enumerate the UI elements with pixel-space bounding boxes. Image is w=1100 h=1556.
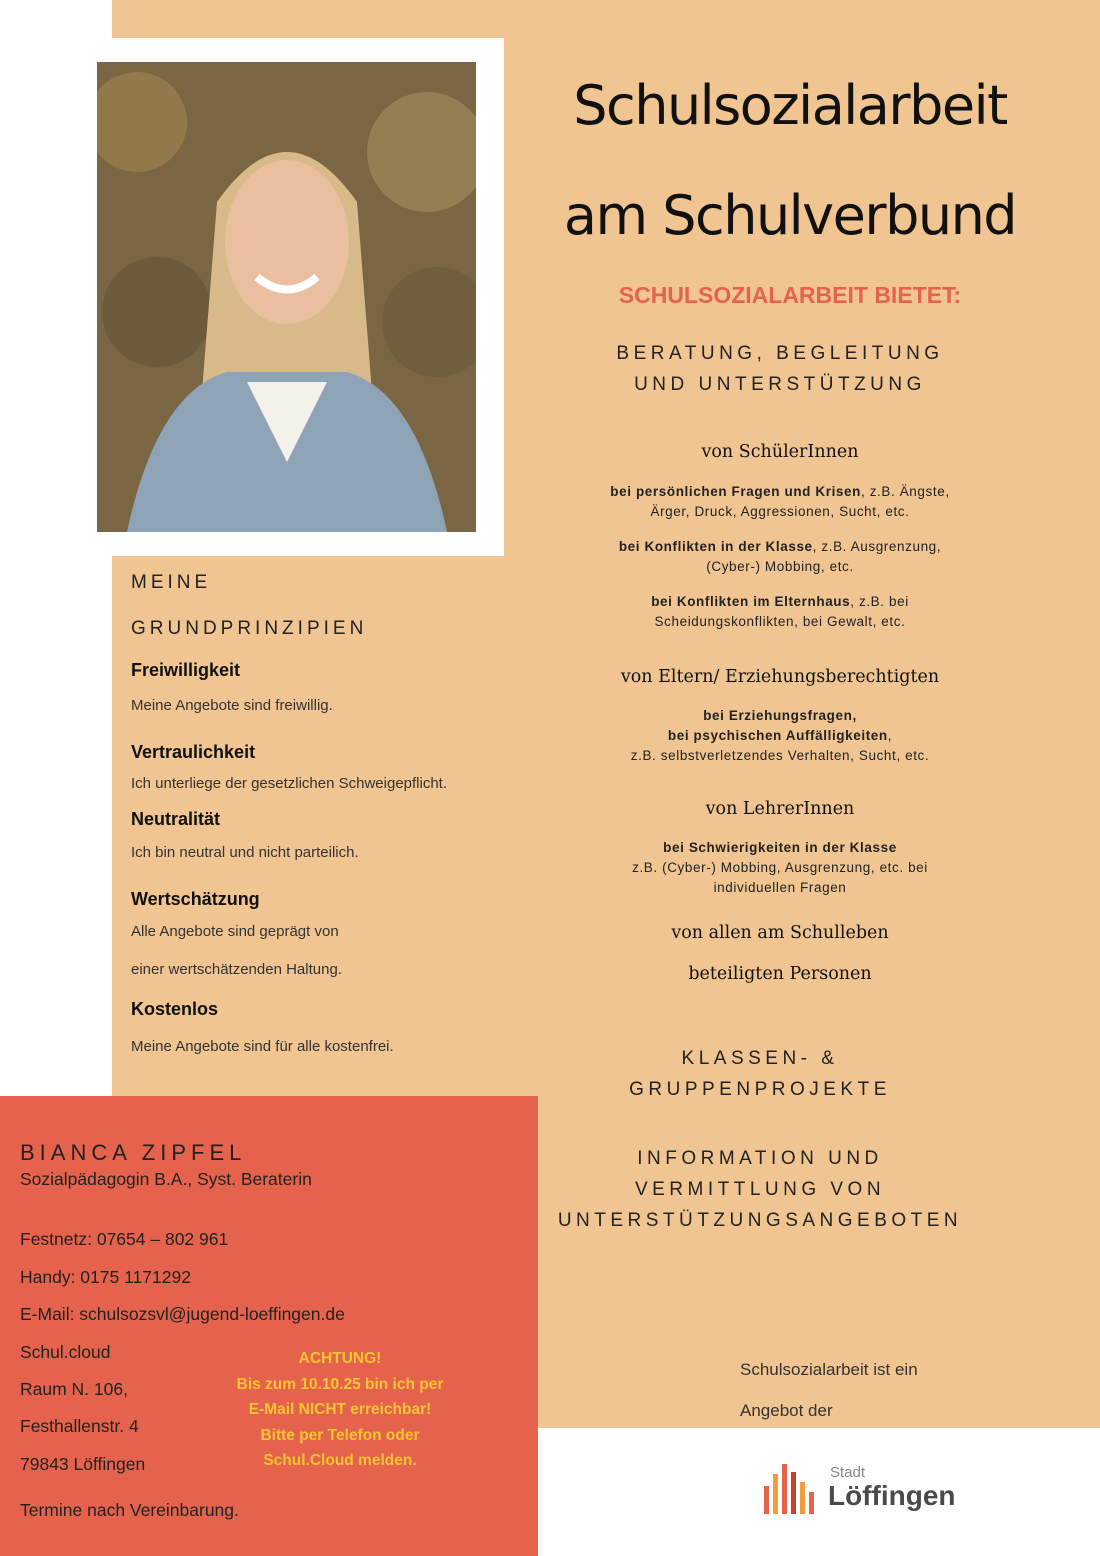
title-line-1: Schulsozialarbeit: [573, 74, 1007, 137]
notice-line: ACHTUNG!: [298, 1350, 382, 1367]
contact-appointments: Termine nach Vereinbarung.: [20, 1500, 239, 1520]
students-item-3-bold: bei Konflikten im Elternhaus: [651, 594, 851, 609]
students-item-2: [555, 537, 1005, 577]
parents-line-3: z.B. selbstverletzendes Verhalten, Sucht, etc.: [630, 748, 930, 763]
contact-cloud: Schul.cloud: [20, 1342, 111, 1362]
service-information-line: UNTERSTÜTZUNGSANGEBOTEN: [557, 1210, 963, 1231]
parents-line-2-bold: bei psychischen Auffälligkeiten: [667, 728, 888, 743]
students-item-3: [555, 592, 1005, 632]
students-item-2-line2: (Cyber-) Mobbing, etc.: [706, 559, 854, 574]
parents-line-2-rest: ,: [887, 728, 893, 743]
principle-text: Ich unterliege der gesetzlichen Schweigepflicht.: [131, 775, 448, 792]
parents-line-1: bei Erziehungsfragen,: [703, 708, 857, 723]
contact-street: Festhallenstr. 4: [20, 1416, 139, 1436]
teachers-line-3: individuellen Fragen: [713, 880, 847, 895]
students-item-1-line2: Ärger, Druck, Aggressionen, Sucht, etc.: [650, 504, 910, 519]
principle-title: Kostenlos: [131, 999, 219, 1019]
teachers-heading: von LehrerInnen: [705, 799, 855, 819]
contact-role: Sozialpädagogin B.A., Syst. Beraterin: [20, 1169, 312, 1189]
principle-text: Ich bin neutral und nicht parteilich.: [131, 844, 359, 861]
city-logo: [762, 1458, 982, 1522]
city-logo-icon: [762, 1458, 822, 1520]
all-heading-line-1: von allen am Schulleben: [671, 923, 889, 943]
contact-name: BIANCA ZIPFEL: [20, 1140, 247, 1165]
parents-heading: von Eltern/ Erziehungsberechtigten: [620, 667, 940, 687]
students-item-1-rest: , z.B. Ängste,: [861, 484, 950, 499]
parents-items: [555, 706, 1005, 766]
logo-name: Löffingen: [828, 1480, 956, 1511]
notice-line: Schul.Cloud melden.: [263, 1452, 417, 1469]
students-item-1: [555, 482, 1005, 522]
students-item-1-bold: bei persönlichen Fragen und Krisen: [610, 484, 861, 499]
service-counseling-line: UND UNTERSTÜTZUNG: [634, 374, 926, 395]
contact-phone: Festnetz: 07654 – 802 961: [20, 1229, 229, 1249]
service-counseling: [560, 338, 1000, 400]
offers-heading: SCHULSOZIALARBEIT BIETET:: [618, 282, 962, 308]
notice-line: Bis zum 10.10.25 bin ich per: [236, 1375, 444, 1393]
students-heading: von SchülerInnen: [701, 442, 859, 462]
principle-title: Freiwilligkeit: [131, 660, 241, 680]
absence-notice: [220, 1346, 460, 1474]
contact-mobile: Handy: 0175 1171292: [20, 1267, 191, 1287]
contact-email: E-Mail: schulsozsvl@jugend-loeffingen.de: [20, 1304, 345, 1324]
offer-line-1: Schulsozialarbeit ist ein: [740, 1360, 918, 1379]
principle-text: Meine Angebote sind für alle kostenfrei.: [131, 1038, 394, 1055]
students-item-3-rest: , z.B. bei: [850, 594, 909, 609]
principle-text: einer wertschätzenden Haltung.: [131, 961, 342, 978]
notice-line: Bitte per Telefon oder: [260, 1426, 420, 1444]
principles-heading-line-2: GRUNDPRINZIPIEN: [131, 618, 368, 639]
principle-title: Vertraulichkeit: [131, 742, 256, 762]
logo-stadt: Stadt: [830, 1464, 866, 1481]
service-information: [540, 1143, 980, 1236]
notice-line: E-Mail NICHT erreichbar!: [248, 1401, 432, 1418]
students-item-3-line2: Scheidungskonflikten, bei Gewalt, etc.: [654, 614, 906, 629]
principle-title: Wertschätzung: [131, 889, 260, 909]
portrait-photo: [97, 62, 476, 532]
contact-city: 79843 Löffingen: [20, 1454, 146, 1474]
title-line-2: am Schulverbund: [563, 184, 1017, 247]
all-heading-line-2: beteiligten Personen: [688, 964, 872, 984]
principles-heading-line-1: MEINE: [131, 572, 212, 593]
service-information-line: INFORMATION UND: [637, 1148, 883, 1169]
principle-title: Neutralität: [131, 809, 221, 829]
teachers-line-1: bei Schwierigkeiten in der Klasse: [663, 840, 897, 855]
contact-room: Raum N. 106,: [20, 1379, 128, 1399]
principle-text: Meine Angebote sind freiwillig.: [131, 697, 333, 714]
students-item-2-bold: bei Konflikten in der Klasse: [618, 539, 813, 554]
teachers-items: [555, 838, 1005, 898]
offer-line-2: Angebot der: [740, 1401, 833, 1420]
service-information-line: VERMITTLUNG VON: [634, 1179, 886, 1200]
service-projects-line: GRUPPENPROJEKTE: [629, 1079, 891, 1100]
students-item-2-rest: , z.B. Ausgrenzung,: [812, 539, 942, 554]
teachers-line-2: z.B. (Cyber-) Mobbing, Ausgrenzung, etc. bei: [632, 860, 928, 875]
principle-text: Alle Angebote sind geprägt von: [131, 923, 339, 940]
service-projects: [560, 1043, 960, 1105]
service-projects-line: KLASSEN- &: [681, 1048, 839, 1069]
service-counseling-line: BERATUNG, BEGLEITUNG: [616, 343, 944, 364]
